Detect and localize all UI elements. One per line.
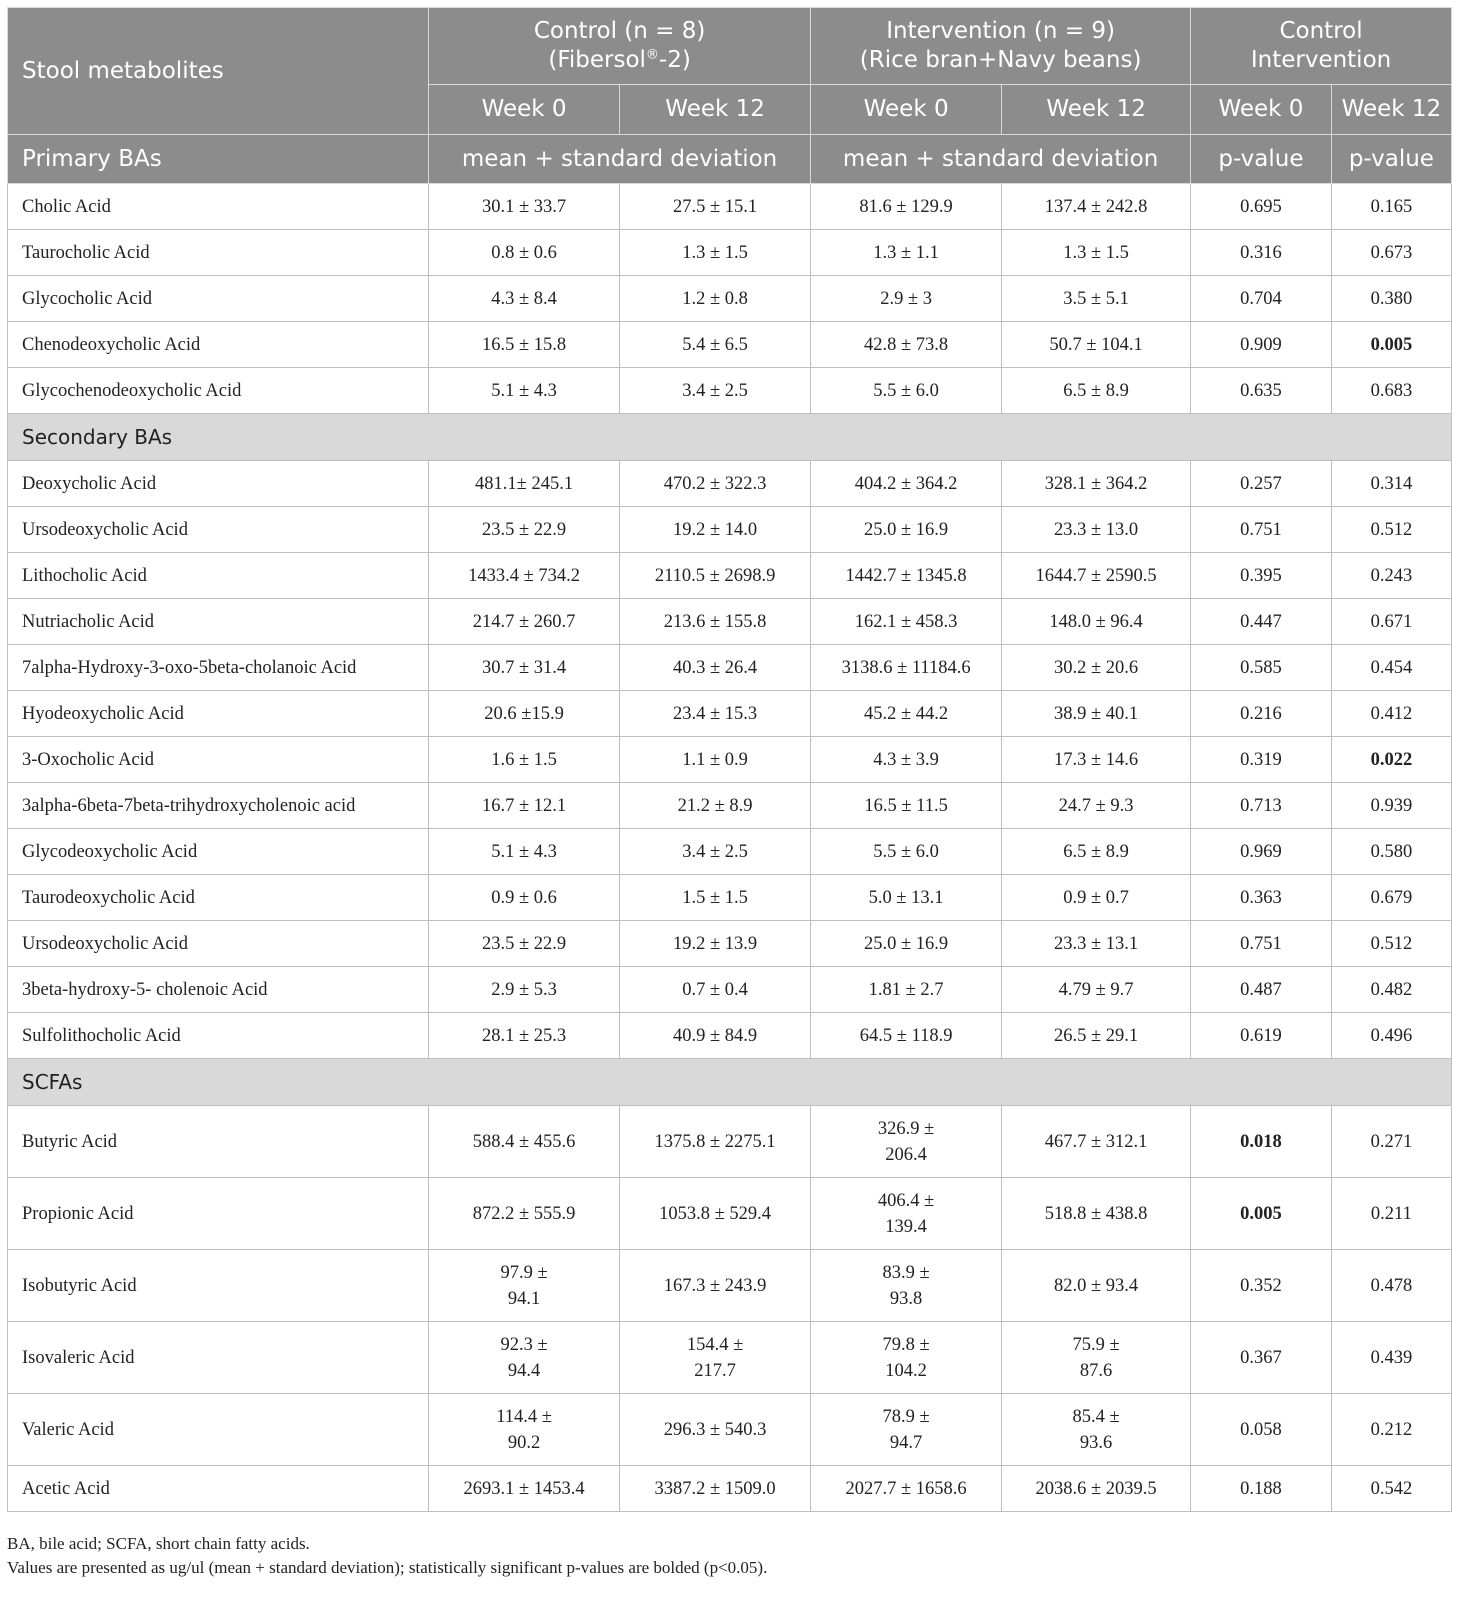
table-row (8, 1322, 1452, 1394)
cell-line: 75.9 ± (1072, 1334, 1120, 1355)
cell-control-week12: 1.5 ± 1.5 (620, 875, 811, 921)
cell-intervention-week12 (1002, 1394, 1191, 1466)
table-row (8, 368, 1452, 414)
cell-intervention-week0: 162.1 ± 458.3 (811, 599, 1002, 645)
cell-intervention-week0: 4.3 ± 3.9 (811, 737, 1002, 783)
cell-intervention-week0: 64.5 ± 118.9 (811, 1013, 1002, 1059)
metabolite-name: Taurodeoxycholic Acid (8, 875, 429, 921)
cell-pvalue-week0: 0.487 (1191, 967, 1332, 1013)
cell-control-week12: 40.9 ± 84.9 (620, 1013, 811, 1059)
cell-control-week0: 0.8 ± 0.6 (429, 230, 620, 276)
cell-pvalue-week12: 0.412 (1331, 691, 1451, 737)
metabolite-name: Chenodeoxycholic Acid (8, 322, 429, 368)
header-control-line2: (Fibersol®-2) (548, 47, 691, 73)
cell-line: 2693.1 ± 1453.4 (463, 1478, 585, 1499)
cell-line: 90.2 (507, 1432, 541, 1453)
metabolite-name: Nutriacholic Acid (8, 599, 429, 645)
cell-line: 87.6 (1079, 1360, 1113, 1381)
cell-intervention-week0: 16.5 ± 11.5 (811, 783, 1002, 829)
cell-control-week0 (429, 1106, 620, 1178)
cell-line: 296.3 ± 540.3 (663, 1419, 767, 1440)
cell-control-week0: 5.1 ± 4.3 (429, 829, 620, 875)
cell-pvalue-week12: 0.478 (1331, 1250, 1451, 1322)
cell-line: 467.7 ± 312.1 (1044, 1131, 1148, 1152)
cell-line: 206.4 (885, 1144, 927, 1165)
table-row (8, 875, 1452, 921)
cell-pvalue-week0: 0.751 (1191, 921, 1332, 967)
cell-line: 85.4 ± (1072, 1406, 1120, 1427)
table-row (8, 184, 1452, 230)
cell-pvalue-week0: 0.257 (1191, 461, 1332, 507)
cell-pvalue-week12: 0.212 (1331, 1394, 1451, 1466)
cell-intervention-week0 (811, 1178, 1002, 1250)
metabolite-name: 7alpha-Hydroxy-3-oxo-5beta-cholanoic Acid (8, 645, 429, 691)
cell-pvalue-week12: 0.005 (1331, 322, 1451, 368)
cell-control-week12: 213.6 ± 155.8 (620, 599, 811, 645)
cell-line: 326.9 ± (877, 1118, 935, 1139)
section-scfas (8, 1059, 1452, 1106)
table-row (8, 276, 1452, 322)
metabolite-name: Lithocholic Acid (8, 553, 429, 599)
metabolites-table (7, 7, 1452, 1512)
metabolite-name: Butyric Acid (8, 1106, 429, 1178)
header-pvalue-week0: Week 0 (1191, 85, 1332, 135)
cell-intervention-week12: 6.5 ± 8.9 (1002, 829, 1191, 875)
metabolite-name: Ursodeoxycholic Acid (8, 921, 429, 967)
cell-control-week12: 1.3 ± 1.5 (620, 230, 811, 276)
cell-line: 588.4 ± 455.6 (472, 1131, 576, 1152)
header-stat-intervention: mean + standard deviation (811, 135, 1191, 184)
cell-control-week12 (620, 1106, 811, 1178)
cell-pvalue-week12: 0.380 (1331, 276, 1451, 322)
header-stat-control: mean + standard deviation (429, 135, 811, 184)
table-row (8, 737, 1452, 783)
cell-pvalue-week0: 0.635 (1191, 368, 1332, 414)
cell-intervention-week0: 25.0 ± 16.9 (811, 507, 1002, 553)
cell-intervention-week12: 328.1 ± 364.2 (1002, 461, 1191, 507)
cell-intervention-week0: 5.5 ± 6.0 (811, 368, 1002, 414)
metabolite-name: Hyodeoxycholic Acid (8, 691, 429, 737)
header-intervention-group (811, 8, 1191, 85)
metabolite-name: 3alpha-6beta-7beta-trihydroxycholenoic acid (8, 783, 429, 829)
cell-intervention-week0: 45.2 ± 44.2 (811, 691, 1002, 737)
cell-intervention-week0: 25.0 ± 16.9 (811, 921, 1002, 967)
cell-intervention-week0: 1.3 ± 1.1 (811, 230, 1002, 276)
cell-control-week0: 1433.4 ± 734.2 (429, 553, 620, 599)
cell-pvalue-week0: 0.058 (1191, 1394, 1332, 1466)
metabolite-name: Taurocholic Acid (8, 230, 429, 276)
cell-intervention-week12: 148.0 ± 96.4 (1002, 599, 1191, 645)
cell-intervention-week12: 30.2 ± 20.6 (1002, 645, 1191, 691)
cell-line: 2027.7 ± 1658.6 (845, 1478, 967, 1499)
cell-line: 518.8 ± 438.8 (1044, 1203, 1148, 1224)
table-row (8, 461, 1452, 507)
cell-line: 1053.8 ± 529.4 (659, 1203, 772, 1224)
cell-line: 97.9 ± (500, 1262, 548, 1283)
table-row (8, 1013, 1452, 1059)
cell-pvalue-week0: 0.695 (1191, 184, 1332, 230)
header-intervention-line1: Intervention (n = 9) (886, 18, 1115, 44)
cell-pvalue-week12: 0.542 (1331, 1466, 1451, 1512)
cell-line: 217.7 (694, 1360, 736, 1381)
table-row (8, 507, 1452, 553)
cell-intervention-week12: 1644.7 ± 2590.5 (1002, 553, 1191, 599)
cell-pvalue-week0: 0.188 (1191, 1466, 1332, 1512)
cell-pvalue-week12: 0.022 (1331, 737, 1451, 783)
cell-intervention-week12: 0.9 ± 0.7 (1002, 875, 1191, 921)
cell-control-week12: 27.5 ± 15.1 (620, 184, 811, 230)
cell-control-week0: 28.1 ± 25.3 (429, 1013, 620, 1059)
cell-pvalue-week0: 0.751 (1191, 507, 1332, 553)
cell-pvalue-week0: 0.367 (1191, 1322, 1332, 1394)
cell-intervention-week12 (1002, 1250, 1191, 1322)
cell-pvalue-week0: 0.713 (1191, 783, 1332, 829)
cell-pvalue-week12: 0.673 (1331, 230, 1451, 276)
cell-line: 94.1 (507, 1288, 541, 1309)
cell-control-week12 (620, 1178, 811, 1250)
table-row (8, 967, 1452, 1013)
cell-control-week0: 214.7 ± 260.7 (429, 599, 620, 645)
cell-pvalue-week0: 0.216 (1191, 691, 1332, 737)
metabolite-name: Acetic Acid (8, 1466, 429, 1512)
cell-line: 406.4 ± (877, 1190, 935, 1211)
table-row (8, 322, 1452, 368)
cell-intervention-week12: 3.5 ± 5.1 (1002, 276, 1191, 322)
table-row (8, 1394, 1452, 1466)
cell-pvalue-week12: 0.165 (1331, 184, 1451, 230)
cell-control-week12: 0.7 ± 0.4 (620, 967, 811, 1013)
cell-control-week0 (429, 1394, 620, 1466)
cell-control-week12: 3.4 ± 2.5 (620, 829, 811, 875)
cell-control-week12: 5.4 ± 6.5 (620, 322, 811, 368)
cell-line: 3387.2 ± 1509.0 (654, 1478, 776, 1499)
cell-control-week12: 3.4 ± 2.5 (620, 368, 811, 414)
metabolite-name: 3-Oxocholic Acid (8, 737, 429, 783)
metabolite-name: Deoxycholic Acid (8, 461, 429, 507)
cell-line: 94.7 (889, 1432, 923, 1453)
cell-intervention-week0: 1.81 ± 2.7 (811, 967, 1002, 1013)
cell-pvalue-week0: 0.619 (1191, 1013, 1332, 1059)
cell-pvalue-week0: 0.005 (1191, 1178, 1332, 1250)
cell-intervention-week12: 23.3 ± 13.1 (1002, 921, 1191, 967)
metabolite-name: Glycochenodeoxycholic Acid (8, 368, 429, 414)
cell-control-week12: 21.2 ± 8.9 (620, 783, 811, 829)
cell-intervention-week0: 404.2 ± 364.2 (811, 461, 1002, 507)
header-pvalue-label-week0: p-value (1191, 135, 1332, 184)
cell-control-week0 (429, 1466, 620, 1512)
cell-pvalue-week12: 0.482 (1331, 967, 1451, 1013)
cell-control-week0: 481.1± 245.1 (429, 461, 620, 507)
metabolite-name: 3beta-hydroxy-5- cholenoic Acid (8, 967, 429, 1013)
cell-intervention-week12: 26.5 ± 29.1 (1002, 1013, 1191, 1059)
cell-line: 94.4 (507, 1360, 541, 1381)
table-row (8, 553, 1452, 599)
section-label: SCFAs (8, 1059, 1452, 1106)
cell-pvalue-week0: 0.704 (1191, 276, 1332, 322)
footnote-abbreviations: BA, bile acid; SCFA, short chain fatty acids. (7, 1534, 310, 1553)
cell-pvalue-week0: 0.018 (1191, 1106, 1332, 1178)
cell-pvalue-week0: 0.319 (1191, 737, 1332, 783)
table-row (8, 1106, 1452, 1178)
metabolite-name: Propionic Acid (8, 1178, 429, 1250)
table-body (8, 184, 1452, 1512)
cell-pvalue-week12: 0.314 (1331, 461, 1451, 507)
cell-control-week12: 470.2 ± 322.3 (620, 461, 811, 507)
cell-line: 104.2 (885, 1360, 927, 1381)
cell-line: 2038.6 ± 2039.5 (1035, 1478, 1157, 1499)
cell-control-week12: 19.2 ± 14.0 (620, 507, 811, 553)
metabolite-name: Isovaleric Acid (8, 1322, 429, 1394)
cell-pvalue-week12: 0.271 (1331, 1106, 1451, 1178)
header-intervention-line2: (Rice bran+Navy beans) (859, 47, 1142, 73)
cell-intervention-week0: 5.5 ± 6.0 (811, 829, 1002, 875)
cell-control-week12: 1.2 ± 0.8 (620, 276, 811, 322)
cell-control-week0: 30.1 ± 33.7 (429, 184, 620, 230)
header-pvalue-label-week12: p-value (1331, 135, 1451, 184)
cell-line: 79.8 ± (882, 1334, 930, 1355)
cell-control-week0: 23.5 ± 22.9 (429, 921, 620, 967)
header-pvalue-week12: Week 12 (1331, 85, 1451, 135)
cell-pvalue-week12: 0.211 (1331, 1178, 1451, 1250)
metabolite-name: Sulfolithocholic Acid (8, 1013, 429, 1059)
cell-line: 93.8 (889, 1288, 923, 1309)
header-comparison (1191, 8, 1452, 85)
cell-intervention-week0 (811, 1106, 1002, 1178)
metabolite-name: Glycodeoxycholic Acid (8, 829, 429, 875)
cell-line: 78.9 ± (882, 1406, 930, 1427)
cell-control-week0: 4.3 ± 8.4 (429, 276, 620, 322)
cell-intervention-week0: 42.8 ± 73.8 (811, 322, 1002, 368)
cell-control-week12: 1.1 ± 0.9 (620, 737, 811, 783)
header-intervention-week12: Week 12 (1002, 85, 1191, 135)
cell-control-week0: 1.6 ± 1.5 (429, 737, 620, 783)
cell-control-week12: 23.4 ± 15.3 (620, 691, 811, 737)
cell-intervention-week0 (811, 1466, 1002, 1512)
cell-pvalue-week12: 0.939 (1331, 783, 1451, 829)
cell-pvalue-week12: 0.496 (1331, 1013, 1451, 1059)
cell-control-week0: 2.9 ± 5.3 (429, 967, 620, 1013)
cell-control-week0: 23.5 ± 22.9 (429, 507, 620, 553)
table-row (8, 921, 1452, 967)
header-comparison-line1: Control (1279, 18, 1363, 44)
cell-control-week12 (620, 1466, 811, 1512)
cell-intervention-week12 (1002, 1178, 1191, 1250)
footnote-values: Values are presented as ug/ul (mean + standard deviation); statistically significant p-values are bolded (p<0.05). (7, 1558, 768, 1577)
cell-intervention-week12: 137.4 ± 242.8 (1002, 184, 1191, 230)
cell-line: 83.9 ± (882, 1262, 930, 1283)
cell-control-week0 (429, 1322, 620, 1394)
cell-control-week12: 19.2 ± 13.9 (620, 921, 811, 967)
cell-line: 167.3 ± 243.9 (663, 1275, 767, 1296)
cell-pvalue-week12: 0.243 (1331, 553, 1451, 599)
table-row (8, 1178, 1452, 1250)
cell-control-week12: 40.3 ± 26.4 (620, 645, 811, 691)
cell-pvalue-week0: 0.395 (1191, 553, 1332, 599)
table-row (8, 829, 1452, 875)
section-secondary-bas (8, 414, 1452, 461)
cell-pvalue-week12: 0.454 (1331, 645, 1451, 691)
section-label: Secondary BAs (8, 414, 1452, 461)
cell-pvalue-week12: 0.580 (1331, 829, 1451, 875)
cell-pvalue-week0: 0.447 (1191, 599, 1332, 645)
cell-intervention-week0: 81.6 ± 129.9 (811, 184, 1002, 230)
header-comparison-line2: Intervention (1250, 47, 1392, 73)
cell-control-week0: 20.6 ±15.9 (429, 691, 620, 737)
cell-intervention-week12 (1002, 1466, 1191, 1512)
cell-pvalue-week0: 0.352 (1191, 1250, 1332, 1322)
metabolite-name: Isobutyric Acid (8, 1250, 429, 1322)
cell-intervention-week12: 38.9 ± 40.1 (1002, 691, 1191, 737)
cell-pvalue-week0: 0.909 (1191, 322, 1332, 368)
cell-line: 92.3 ± (500, 1334, 548, 1355)
metabolite-name: Valeric Acid (8, 1394, 429, 1466)
table-row (8, 691, 1452, 737)
cell-intervention-week0: 2.9 ± 3 (811, 276, 1002, 322)
cell-intervention-week12: 6.5 ± 8.9 (1002, 368, 1191, 414)
header-control-line1: Control (n = 8) (533, 18, 706, 44)
cell-intervention-week12: 4.79 ± 9.7 (1002, 967, 1191, 1013)
cell-line: 139.4 (885, 1216, 927, 1237)
table-row (8, 645, 1452, 691)
cell-pvalue-week0: 0.585 (1191, 645, 1332, 691)
cell-intervention-week12: 23.3 ± 13.0 (1002, 507, 1191, 553)
cell-line: 872.2 ± 555.9 (472, 1203, 576, 1224)
cell-pvalue-week0: 0.969 (1191, 829, 1332, 875)
cell-intervention-week12: 24.7 ± 9.3 (1002, 783, 1191, 829)
section-primary-bas: Primary BAs (8, 135, 429, 184)
cell-intervention-week12: 50.7 ± 104.1 (1002, 322, 1191, 368)
cell-line: 154.4 ± (686, 1334, 744, 1355)
cell-pvalue-week12: 0.671 (1331, 599, 1451, 645)
cell-control-week12: 2110.5 ± 2698.9 (620, 553, 811, 599)
cell-intervention-week0 (811, 1394, 1002, 1466)
cell-intervention-week0: 1442.7 ± 1345.8 (811, 553, 1002, 599)
cell-control-week12 (620, 1394, 811, 1466)
cell-control-week0: 5.1 ± 4.3 (429, 368, 620, 414)
cell-pvalue-week12: 0.683 (1331, 368, 1451, 414)
header-control-week0: Week 0 (429, 85, 620, 135)
header-control-week12: Week 12 (620, 85, 811, 135)
cell-intervention-week0: 5.0 ± 13.1 (811, 875, 1002, 921)
cell-intervention-week0: 3138.6 ± 11184.6 (811, 645, 1002, 691)
cell-intervention-week12: 17.3 ± 14.6 (1002, 737, 1191, 783)
table-row (8, 1250, 1452, 1322)
cell-line: 82.0 ± 93.4 (1054, 1275, 1139, 1296)
table-row (8, 1466, 1452, 1512)
header-intervention-week0: Week 0 (811, 85, 1002, 135)
cell-control-week0: 30.7 ± 31.4 (429, 645, 620, 691)
cell-pvalue-week12: 0.439 (1331, 1322, 1451, 1394)
cell-pvalue-week12: 0.679 (1331, 875, 1451, 921)
cell-intervention-week0 (811, 1322, 1002, 1394)
cell-control-week0 (429, 1178, 620, 1250)
header-stool-metabolites: Stool metabolites (8, 8, 429, 135)
cell-line: 93.6 (1079, 1432, 1113, 1453)
cell-control-week0: 16.5 ± 15.8 (429, 322, 620, 368)
table-row (8, 230, 1452, 276)
table-row (8, 783, 1452, 829)
cell-line: 114.4 ± (496, 1406, 552, 1427)
metabolite-name: Glycocholic Acid (8, 276, 429, 322)
cell-control-week0: 0.9 ± 0.6 (429, 875, 620, 921)
cell-control-week12 (620, 1250, 811, 1322)
cell-control-week0: 16.7 ± 12.1 (429, 783, 620, 829)
metabolite-name: Ursodeoxycholic Acid (8, 507, 429, 553)
cell-pvalue-week12: 0.512 (1331, 921, 1451, 967)
cell-intervention-week0 (811, 1250, 1002, 1322)
cell-line: 1375.8 ± 2275.1 (654, 1131, 776, 1152)
cell-pvalue-week0: 0.316 (1191, 230, 1332, 276)
cell-intervention-week12 (1002, 1106, 1191, 1178)
cell-intervention-week12 (1002, 1322, 1191, 1394)
cell-control-week12 (620, 1322, 811, 1394)
metabolite-name: Cholic Acid (8, 184, 429, 230)
cell-intervention-week12: 1.3 ± 1.5 (1002, 230, 1191, 276)
table-row (8, 599, 1452, 645)
cell-control-week0 (429, 1250, 620, 1322)
header-control-group (429, 8, 811, 85)
cell-pvalue-week12: 0.512 (1331, 507, 1451, 553)
cell-pvalue-week0: 0.363 (1191, 875, 1332, 921)
